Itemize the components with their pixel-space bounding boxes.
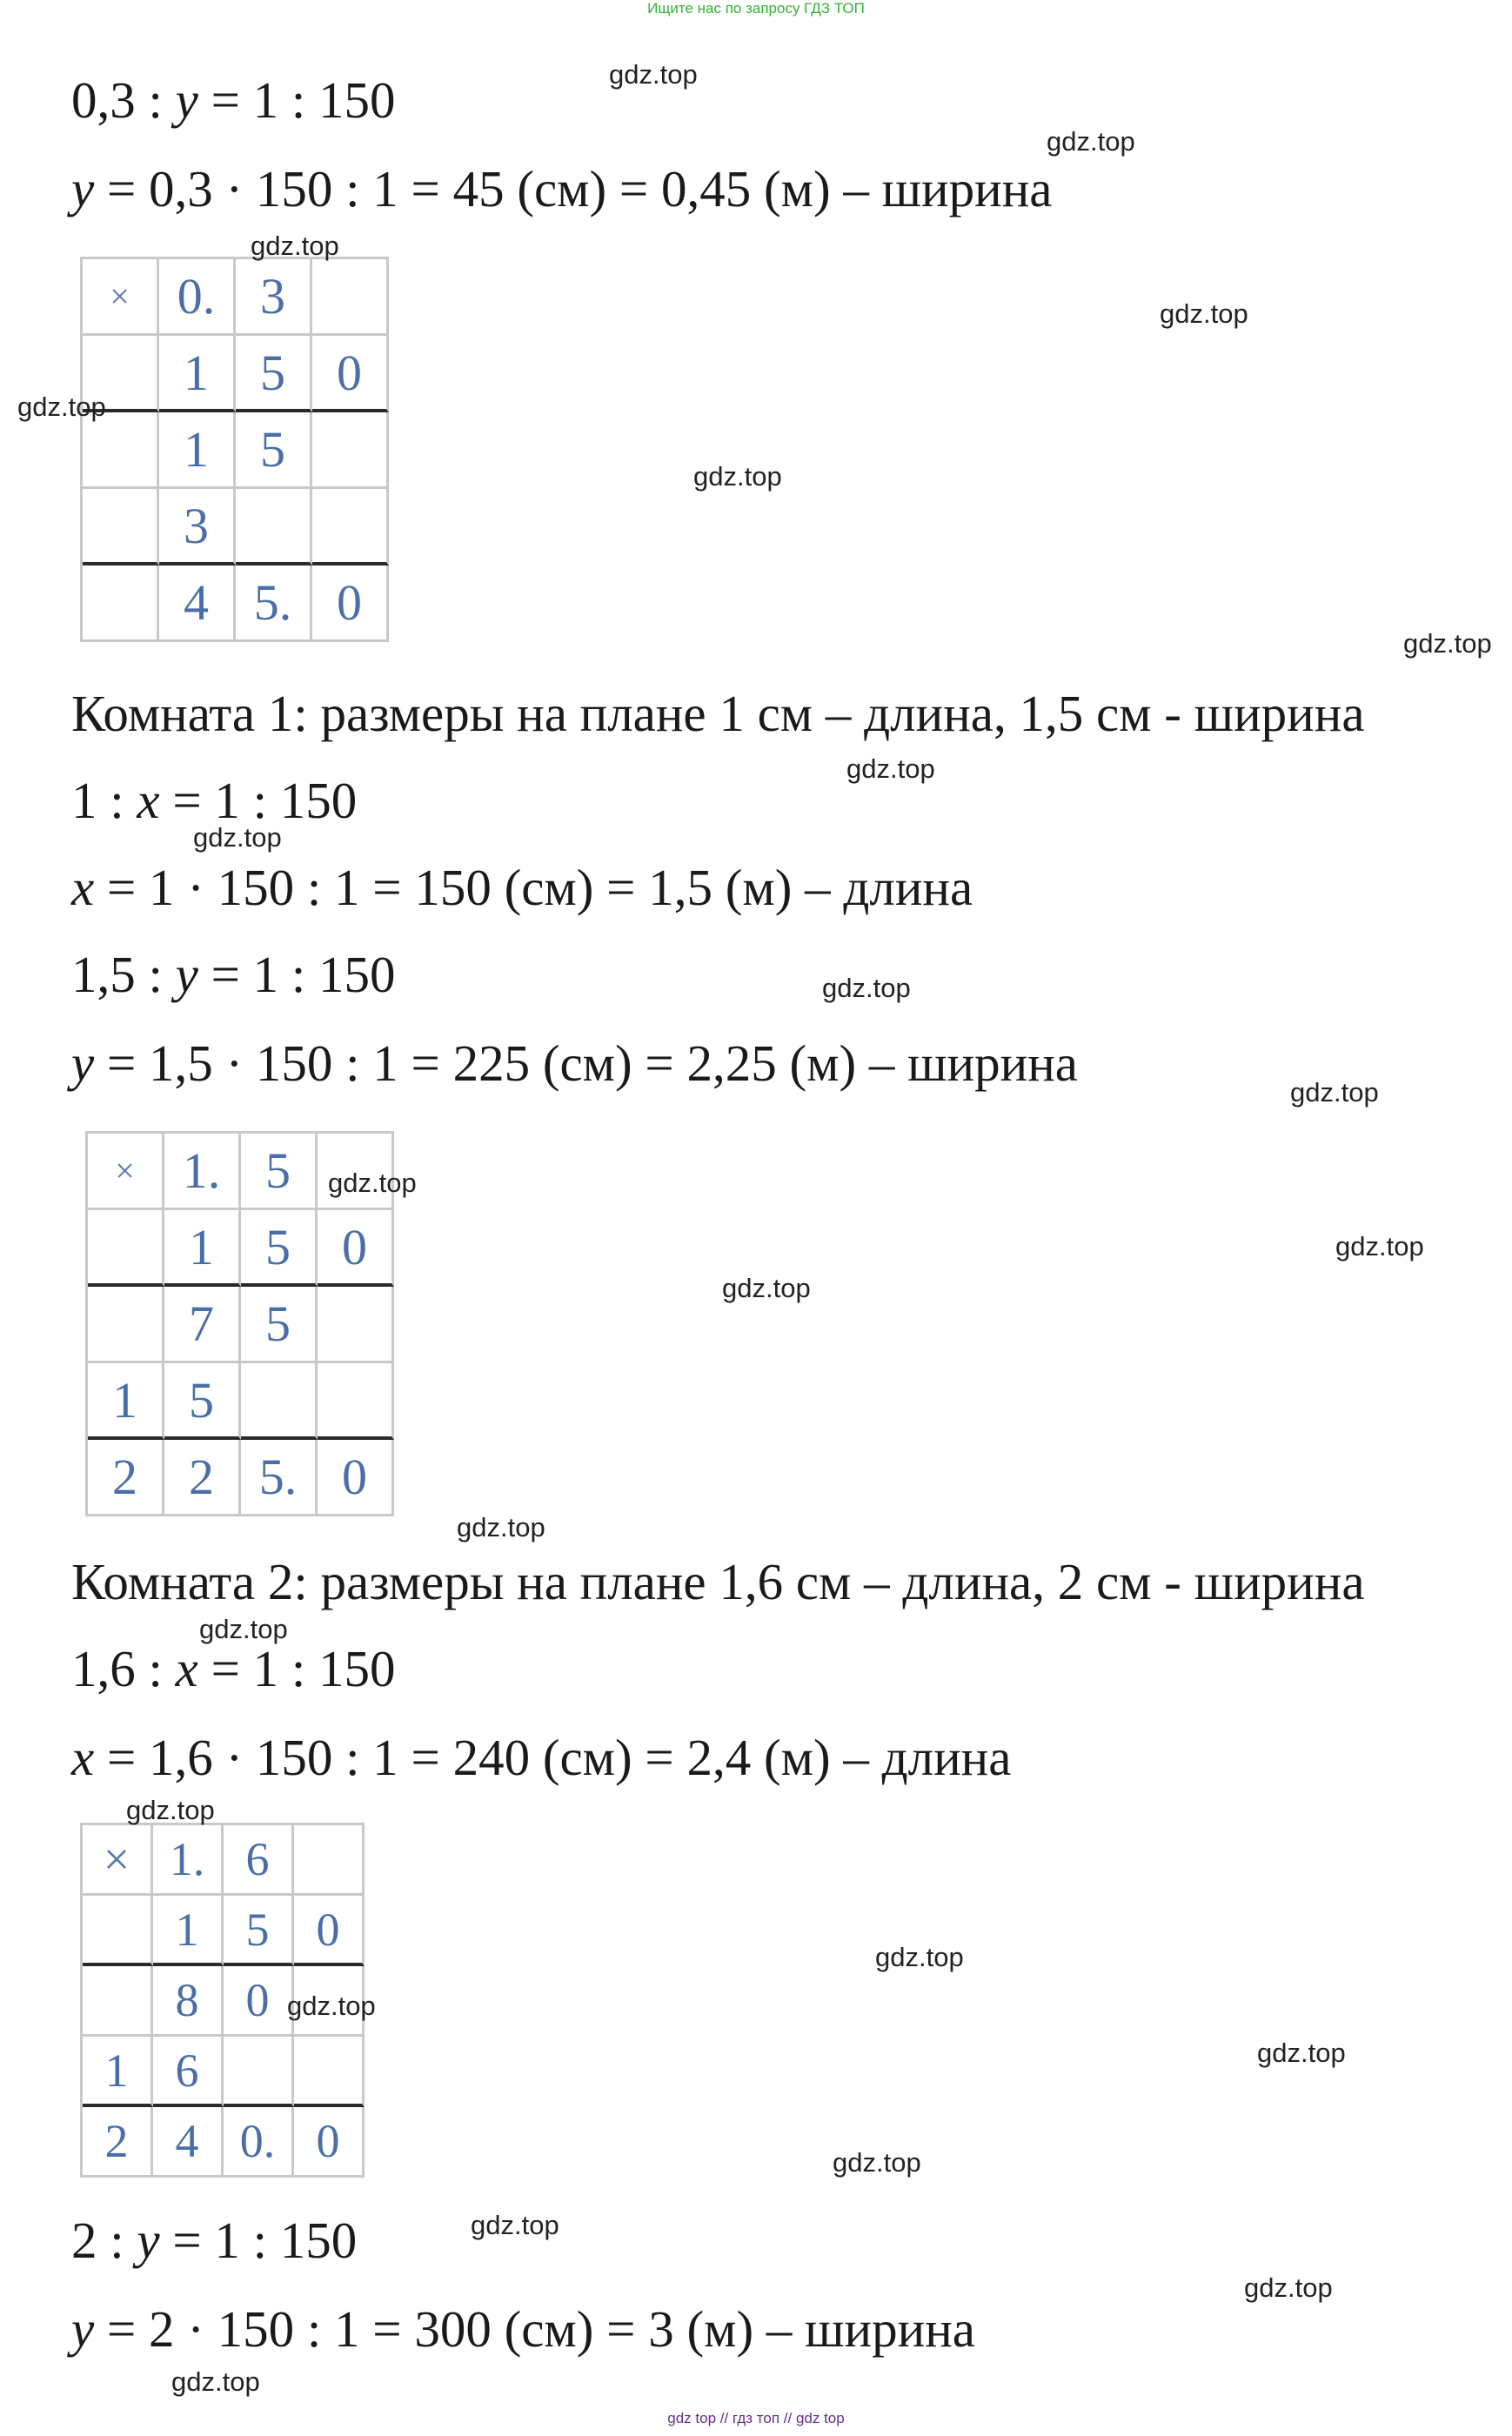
digit-cell: 2 (88, 1440, 164, 1516)
watermark: gdz.top (846, 753, 935, 784)
equation-2: y = 0,3 · 150 : 1 = 45 (см) = 0,45 (м) – ширина (71, 160, 1053, 218)
watermark: gdz.top (822, 973, 911, 1003)
digit-cell: 5. (241, 1440, 318, 1516)
digit-cell: 1 (88, 1363, 164, 1440)
multiply-sign: × (83, 1825, 153, 1896)
equation-5: 1,5 : y = 1 : 150 (71, 946, 396, 1003)
digit-cell (294, 2037, 365, 2107)
digit-cell: 2 (83, 2107, 153, 2178)
digit-cell (318, 1363, 394, 1440)
watermark: gdz.top (126, 1795, 215, 1825)
digit-cell (236, 489, 312, 566)
watermark: gdz.top (875, 1942, 964, 1972)
watermark: gdz.top (1047, 126, 1135, 157)
digit-cell: 8 (153, 1966, 224, 2037)
watermark: gdz.top (1160, 298, 1248, 329)
digit-cell: 5 (236, 336, 312, 412)
digit-cell: 1 (159, 412, 236, 489)
multiply-sign: × (83, 259, 159, 336)
digit-cell: 2 (164, 1440, 241, 1516)
digit-cell: 5 (236, 412, 312, 489)
digit-cell: 5 (164, 1363, 241, 1440)
digit-cell: 0 (294, 1896, 365, 1966)
digit-cell: 4 (159, 566, 236, 642)
top-banner[interactable]: Ищите нас по запросу ГДЗ ТОП (647, 0, 865, 17)
digit-cell: 5. (236, 566, 312, 642)
equation-7: 1,6 : x = 1 : 150 (71, 1640, 396, 1697)
digit-cell: 1 (153, 1896, 224, 1966)
watermark: gdz.top (1403, 628, 1492, 659)
digit-cell: 5 (241, 1134, 318, 1210)
watermark: gdz.top (1244, 2272, 1333, 2303)
digit-cell (294, 1825, 365, 1896)
multiply-sign: × (88, 1134, 164, 1210)
digit-cell: 1. (153, 1825, 224, 1896)
digit-cell: 1 (159, 336, 236, 412)
digit-cell: 1 (164, 1210, 241, 1287)
equation-8: x = 1,6 · 150 : 1 = 240 (см) = 2,4 (м) – длина (71, 1729, 1012, 1786)
digit-cell: 5 (241, 1210, 318, 1287)
watermark: gdz.top (693, 461, 782, 492)
digit-cell (312, 489, 389, 566)
watermark: gdz.top (328, 1168, 417, 1198)
equation-1: 0,3 : y = 1 : 150 (71, 71, 396, 129)
digit-cell (318, 1287, 394, 1363)
digit-cell (241, 1363, 318, 1440)
digit-cell (88, 1210, 164, 1287)
digit-cell (83, 412, 159, 489)
digit-cell (312, 412, 389, 489)
watermark: gdz.top (251, 231, 339, 261)
equation-4: x = 1 · 150 : 1 = 150 (см) = 1,5 (м) – длина (71, 859, 973, 916)
digit-cell: 3 (236, 259, 312, 336)
digit-cell (83, 1896, 153, 1966)
watermark: gdz.top (457, 1512, 545, 1543)
digit-cell: 0. (159, 259, 236, 336)
digit-cell: 0 (318, 1210, 394, 1287)
digit-cell: 3 (159, 489, 236, 566)
digit-cell: 0 (312, 336, 389, 412)
watermark: gdz.top (199, 1614, 288, 1644)
watermark: gdz.top (287, 1991, 376, 2021)
equation-3: 1 : x = 1 : 150 (71, 772, 358, 829)
digit-cell: 0 (224, 1966, 294, 2037)
digit-cell (83, 1966, 153, 2037)
digit-cell: 6 (224, 1825, 294, 1896)
multiplication-table-1 (80, 257, 389, 642)
digit-cell: 0. (224, 2107, 294, 2178)
digit-cell: 6 (153, 2037, 224, 2107)
digit-cell (88, 1287, 164, 1363)
equation-6: y = 1,5 · 150 : 1 = 225 (см) = 2,25 (м) – ширина (71, 1034, 1078, 1092)
footer-links[interactable]: gdz top // гдз топ // gdz top (667, 2410, 845, 2426)
digit-cell: 5 (224, 1896, 294, 1966)
watermark: gdz.top (609, 59, 698, 90)
watermark: gdz.top (193, 822, 282, 853)
digit-cell: 0 (294, 2107, 365, 2178)
room-2-heading: Комната 2: размеры на плане 1,6 см – длина, 2 см - ширина (71, 1553, 1365, 1610)
digit-cell (224, 2037, 294, 2107)
digit-cell (83, 489, 159, 566)
watermark: gdz.top (833, 2147, 921, 2178)
equation-9: 2 : y = 1 : 150 (71, 2212, 358, 2269)
digit-cell (83, 566, 159, 642)
watermark: gdz.top (1290, 1077, 1379, 1108)
watermark: gdz.top (722, 1273, 811, 1303)
digit-cell: 1. (164, 1134, 241, 1210)
watermark: gdz.top (171, 2366, 260, 2397)
digit-cell: 7 (164, 1287, 241, 1363)
watermark: gdz.top (17, 392, 106, 422)
digit-cell: 4 (153, 2107, 224, 2178)
room-1-heading: Комната 1: размеры на плане 1 см – длина, 1,5 см - ширина (71, 685, 1365, 742)
digit-cell: 0 (312, 566, 389, 642)
equation-10: y = 2 · 150 : 1 = 300 (см) = 3 (м) – ширина (71, 2300, 975, 2358)
watermark: gdz.top (471, 2210, 559, 2240)
digit-cell: 5 (241, 1287, 318, 1363)
watermark: gdz.top (1335, 1231, 1424, 1262)
digit-cell (312, 259, 389, 336)
watermark: gdz.top (1257, 2038, 1346, 2068)
digit-cell: 1 (83, 2037, 153, 2107)
digit-cell: 0 (318, 1440, 394, 1516)
